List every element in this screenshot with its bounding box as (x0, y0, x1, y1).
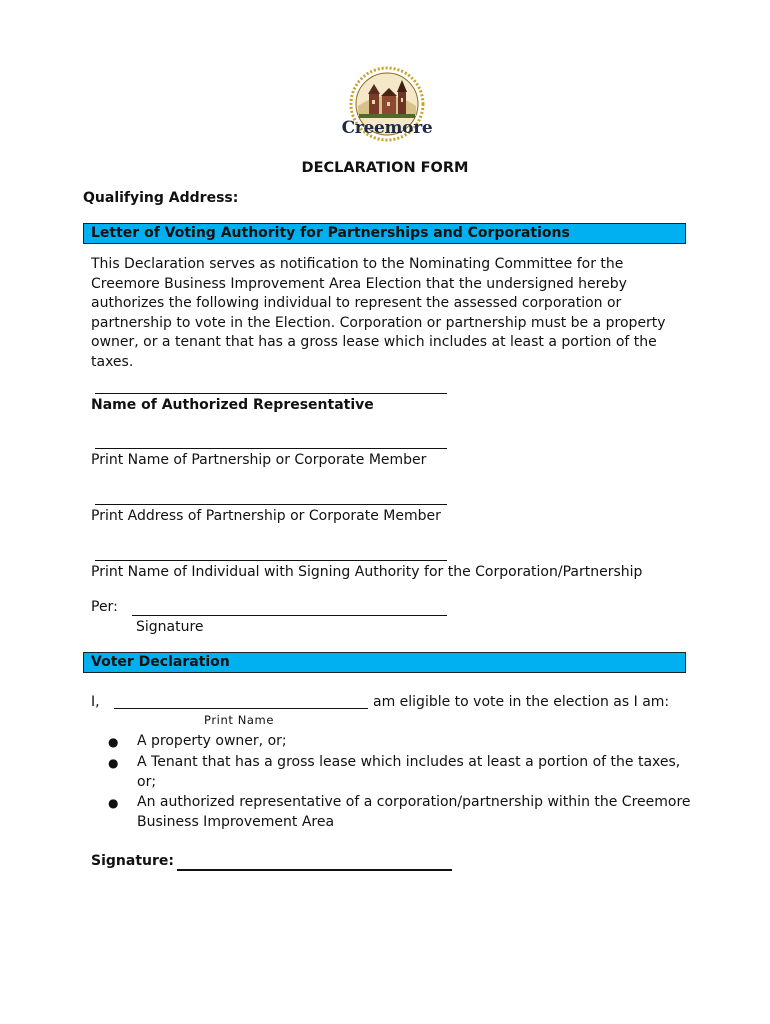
member-address-line[interactable] (95, 504, 447, 505)
signing-authority-label: Print Name of Individual with Signing Authority for the Corporation/Partnership (91, 564, 643, 580)
per-label: Per: (91, 599, 118, 615)
list-item: ● A property owner, or; (108, 731, 698, 752)
signing-authority-line[interactable] (95, 560, 447, 561)
authorized-representative-label: Name of Authorized Representative (91, 397, 374, 413)
bullet-icon: ● (108, 735, 119, 749)
list-item: ● An authorized representative of a corporation/partnership within the Creemore Business Improvement Area (108, 794, 691, 830)
member-name-line[interactable] (95, 448, 447, 449)
bullet-icon: ● (108, 796, 119, 810)
declaration-paragraph: This Declaration serves as notification to the Nominating Committee for the Creemore Business Improvement Area Election that the undersigned hereby authorizes the following individual to represent the assessed corporation or partnership to vote in the Election. Corporation or partnership must be a property owner, or a tenant that has a gross lease which includes at least a portion of the taxes. (91, 256, 666, 370)
voter-prefix: I, (91, 694, 100, 710)
final-signature-label: Signature: (91, 853, 174, 869)
bullet-icon: ● (108, 756, 119, 770)
voter-name-line[interactable] (114, 708, 368, 709)
section-heading-voting-authority: Letter of Voting Authority for Partnerships and Corporations (83, 223, 686, 244)
per-signature-line[interactable] (132, 615, 447, 616)
authorized-representative-line[interactable] (95, 393, 447, 394)
logo-wordmark: Creemore (341, 118, 433, 138)
signature-caption: Signature (136, 619, 204, 635)
form-title: DECLARATION FORM (301, 160, 469, 176)
qualifying-address-label: Qualifying Address: (83, 190, 239, 206)
list-item: ● A Tenant that has a gross lease which includes at least a portion of the taxes, or; (108, 754, 681, 790)
voter-eligibility-text: am eligible to vote in the election as I am: (373, 694, 670, 710)
member-name-label: Print Name of Partnership or Corporate Member (91, 452, 427, 468)
member-address-label: Print Address of Partnership or Corporate Member (91, 508, 441, 524)
section-heading-voter-declaration: Voter Declaration (83, 652, 686, 673)
final-signature-line[interactable] (177, 869, 452, 871)
print-name-caption: Print Name (204, 713, 275, 727)
eligibility-list (108, 731, 698, 832)
